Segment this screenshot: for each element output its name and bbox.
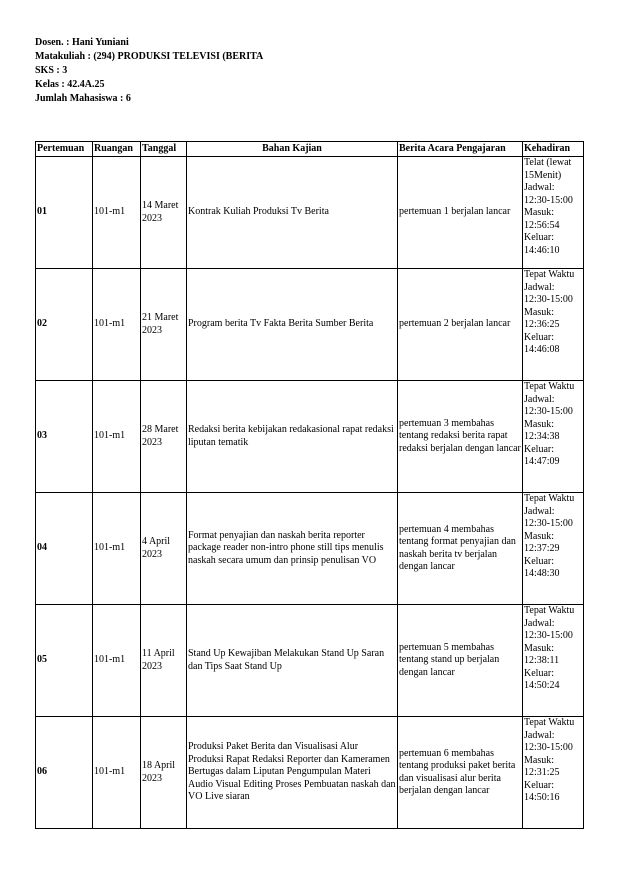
kehadiran-masuk: Masuk: 12:34:38: [524, 418, 560, 442]
ruangan-cell: 101-m1: [93, 717, 141, 829]
berita-acara-cell: pertemuan 5 membahas tentang stand up berjalan dengan lancar: [398, 605, 523, 717]
berita-acara-cell: pertemuan 4 membahas tentang format penyajian dan naskah berita tv berjalan dengan lancar: [398, 493, 523, 605]
kehadiran-jadwal: Jadwal: 12:30-15:00: [524, 281, 573, 305]
table-row: [36, 605, 584, 717]
kehadiran-masuk: Masuk: 12:37:29: [524, 530, 560, 554]
attendance-table: [35, 141, 584, 829]
ruangan-cell: 101-m1: [93, 605, 141, 717]
kehadiran-masuk: Masuk: 12:56:54: [524, 207, 560, 231]
tanggal-cell: 21 Maret 2023: [141, 269, 187, 381]
kehadiran-jadwal: Jadwal: 12:30-15:00: [524, 505, 573, 529]
tanggal-cell: 14 Maret 2023: [141, 157, 187, 269]
kehadiran-status: Tepat Waktu: [524, 605, 575, 616]
berita-acara-cell: pertemuan 2 berjalan lancar: [398, 269, 523, 381]
dosen-line: Dosen. : Hani Yuniani: [35, 37, 129, 48]
ruangan-cell: 101-m1: [93, 157, 141, 269]
kehadiran-masuk: Masuk: 12:31:25: [524, 754, 560, 778]
bahan-kajian-cell: Redaksi berita kebijakan redakasional rapat redaksi liputan tematik: [187, 381, 398, 493]
table-header-row: [36, 142, 584, 157]
col-header-bahan-kajian: Bahan Kajian: [187, 142, 398, 157]
kehadiran-jadwal: Jadwal: 12:30-15:00: [524, 617, 573, 641]
col-header-tanggal: Tanggal: [141, 142, 187, 157]
tanggal-cell: 11 April 2023: [141, 605, 187, 717]
kehadiran-status: Tepat Waktu: [524, 493, 575, 504]
pertemuan-cell: 02: [36, 269, 93, 381]
bahan-kajian-cell: Program berita Tv Fakta Berita Sumber Berita: [187, 269, 398, 381]
bahan-kajian-cell: Stand Up Kewajiban Melakukan Stand Up Saran dan Tips Saat Stand Up: [187, 605, 398, 717]
bahan-kajian-cell: Format penyajian dan naskah berita reporter package reader non-intro phone still tips menulis naskah secara umum dan prinsip penulisan VO: [187, 493, 398, 605]
kehadiran-keluar: Keluar: 14:47:09: [524, 443, 560, 467]
ruangan-cell: 101-m1: [93, 493, 141, 605]
kehadiran-keluar: Keluar: 14:50:16: [524, 779, 560, 803]
kehadiran-jadwal: Jadwal: 12:30-15:00: [524, 393, 573, 417]
table-row: [36, 381, 584, 493]
bahan-kajian-cell: Produksi Paket Berita dan Visualisasi Alur Produksi Rapat Redaksi Reporter dan Kameramen Bertugas dalam Liputan Pengumpulan Materi Audio Visual Editing Proses Pembuatan naskah dan VO Live siaran: [187, 717, 398, 829]
tanggal-cell: 28 Maret 2023: [141, 381, 187, 493]
kehadiran-cell: [523, 269, 584, 381]
kehadiran-cell: [523, 605, 584, 717]
kehadiran-status: Telat (lewat 15Menit): [524, 157, 572, 181]
kelas-line: Kelas : 42.4A.25: [35, 79, 105, 90]
kehadiran-cell: [523, 493, 584, 605]
col-header-kehadiran: Kehadiran: [523, 142, 584, 157]
table-row: [36, 493, 584, 605]
pertemuan-cell: 05: [36, 605, 93, 717]
pertemuan-cell: 06: [36, 717, 93, 829]
tanggal-cell: 4 April 2023: [141, 493, 187, 605]
jumlah-mahasiswa-line: Jumlah Mahasiswa : 6: [35, 93, 131, 104]
berita-acara-cell: pertemuan 1 berjalan lancar: [398, 157, 523, 269]
col-header-berita-acara: Berita Acara Pengajaran: [398, 142, 523, 157]
kehadiran-keluar: Keluar: 14:46:08: [524, 331, 560, 355]
kehadiran-cell: [523, 717, 584, 829]
bahan-kajian-cell: Kontrak Kuliah Produksi Tv Berita: [187, 157, 398, 269]
kehadiran-status: Tepat Waktu: [524, 717, 575, 728]
kehadiran-status: Tepat Waktu: [524, 269, 575, 280]
ruangan-cell: 101-m1: [93, 269, 141, 381]
berita-acara-cell: pertemuan 6 membahas tentang produksi paket berita dan visualisasi alur berita berjalan dengan lancar: [398, 717, 523, 829]
table-row: [36, 717, 584, 829]
kehadiran-jadwal: Jadwal: 12:30-15:00: [524, 729, 573, 753]
kehadiran-keluar: Keluar: 14:48:30: [524, 555, 560, 579]
pertemuan-cell: 01: [36, 157, 93, 269]
document-header: [35, 36, 263, 106]
kehadiran-jadwal: Jadwal: 12:30-15:00: [524, 182, 573, 206]
kehadiran-masuk: Masuk: 12:38:11: [524, 642, 560, 666]
sks-line: SKS : 3: [35, 65, 68, 76]
pertemuan-cell: 03: [36, 381, 93, 493]
kehadiran-keluar: Keluar: 14:46:10: [524, 232, 560, 256]
col-header-ruangan: Ruangan: [93, 142, 141, 157]
kehadiran-status: Tepat Waktu: [524, 381, 575, 392]
tanggal-cell: 18 April 2023: [141, 717, 187, 829]
kehadiran-cell: [523, 381, 584, 493]
kehadiran-masuk: Masuk: 12:36:25: [524, 306, 560, 330]
berita-acara-cell: pertemuan 3 membahas tentang redaksi berita rapat redaksi berjalan dengan lancar: [398, 381, 523, 493]
col-header-pertemuan: Pertemuan: [36, 142, 93, 157]
kehadiran-cell: [523, 157, 584, 269]
table-row: [36, 157, 584, 269]
matakuliah-line: Matakuliah : (294) PRODUKSI TELEVISI (BERITA: [35, 51, 264, 62]
ruangan-cell: 101-m1: [93, 381, 141, 493]
table-row: [36, 269, 584, 381]
pertemuan-cell: 04: [36, 493, 93, 605]
kehadiran-keluar: Keluar: 14:50:24: [524, 667, 560, 691]
